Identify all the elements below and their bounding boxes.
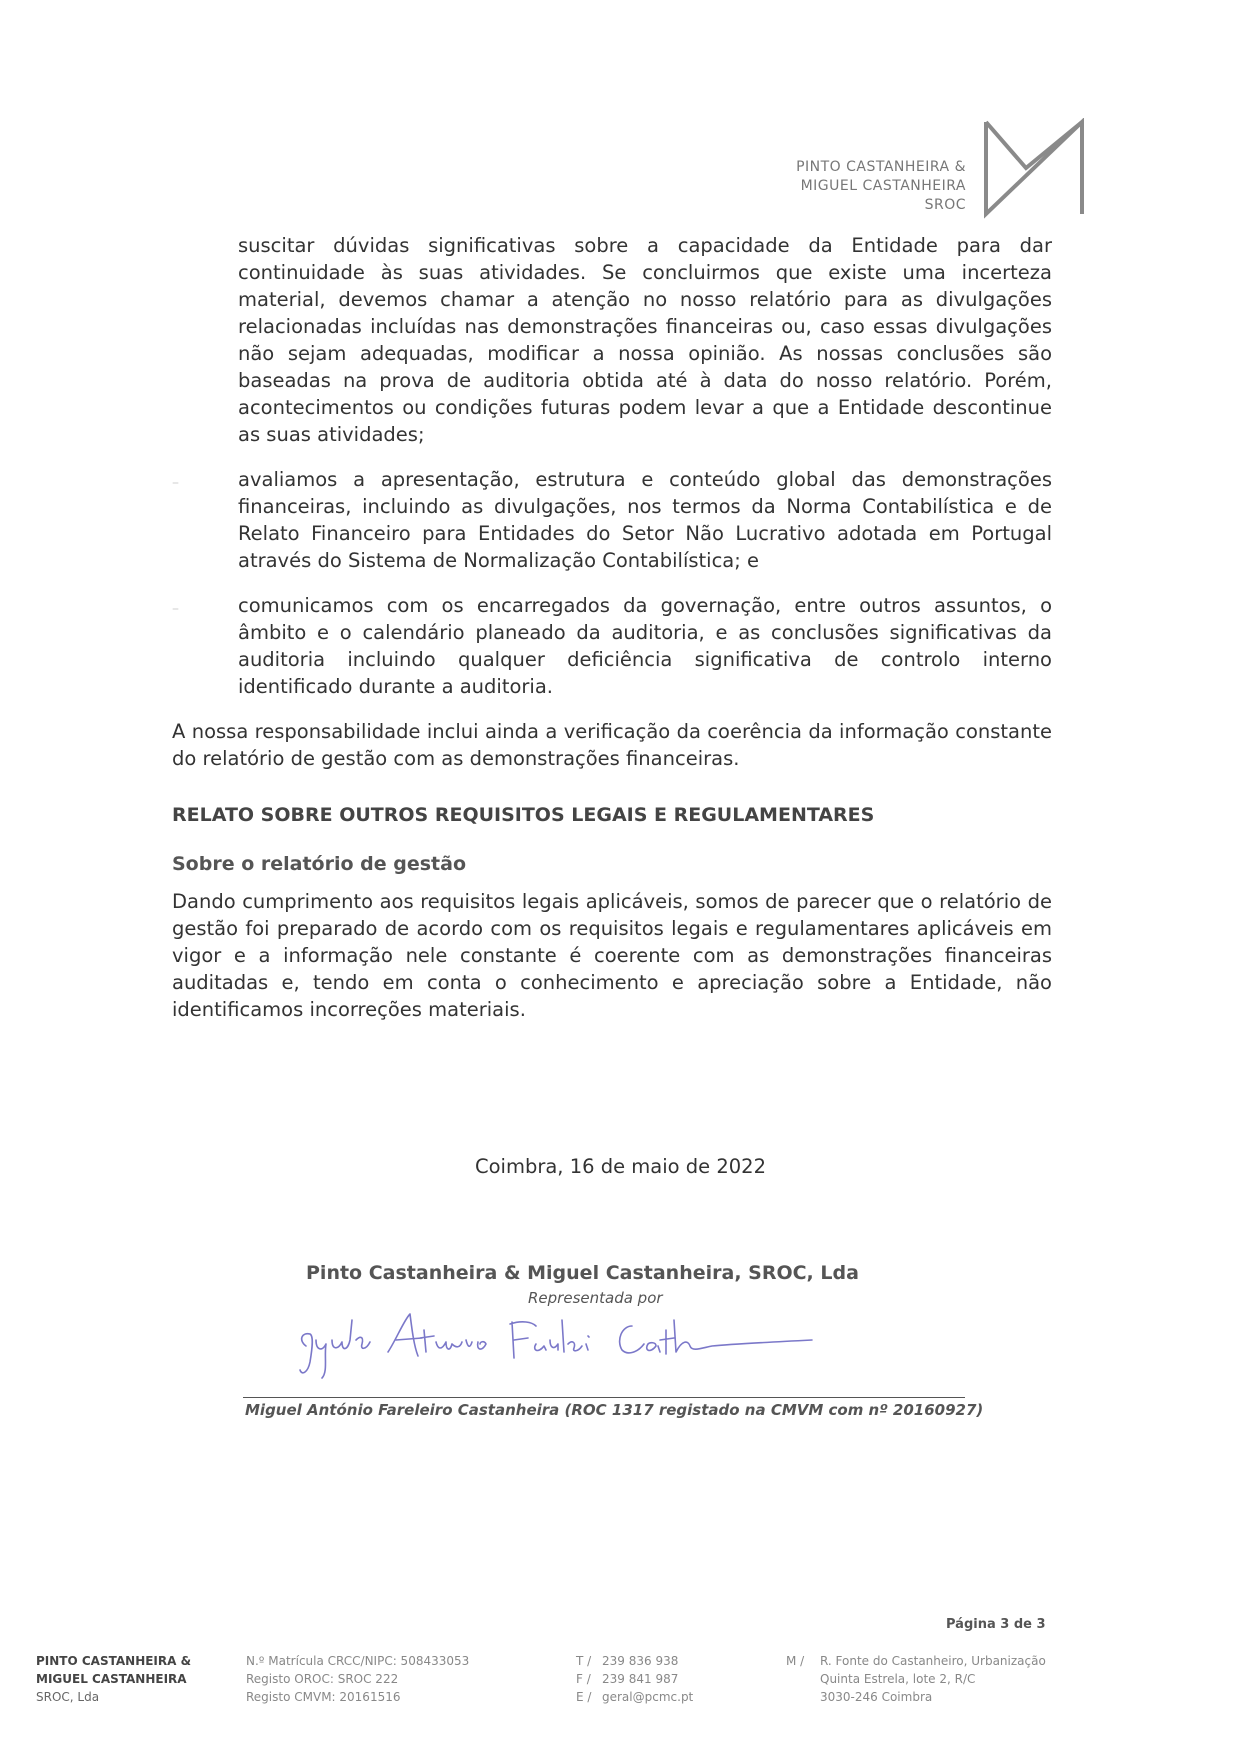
address-line: 3030-246 Coimbra bbox=[820, 1690, 933, 1704]
bullet-item bbox=[172, 592, 1052, 700]
firm-name: Pinto Castanheira & Miguel Castanheira, SROC, Lda bbox=[306, 1262, 859, 1284]
footer-firm-line-1: PINTO CASTANHEIRA & bbox=[36, 1654, 192, 1668]
footer-contacts bbox=[576, 1652, 693, 1706]
bullet-item bbox=[172, 466, 1052, 574]
address-line: R. Fonte do Castanheiro, Urbanização bbox=[820, 1654, 1046, 1668]
footer-firm-line-2: MIGUEL CASTANHEIRA bbox=[36, 1672, 187, 1686]
signer-name: Miguel António Fareleiro Castanheira (ROC 1317 registado na CMVM com nº 20160927) bbox=[245, 1401, 984, 1419]
page-number: Página 3 de 3 bbox=[946, 1617, 1046, 1632]
signature-line bbox=[243, 1397, 965, 1398]
footer-registry-line: N.º Matrícula CRCC/NIPC: 508433053 bbox=[246, 1654, 470, 1668]
logo-line-3: SROC bbox=[924, 197, 966, 213]
bullet-text: avaliamos a apresentação, estrutura e conteúdo global das demonstrações financeiras, incluindo as divulgações, nos termos da Norma Contabilística e de Relato Financeiro para Entidades do Setor Não Lucrativo adotada em Portugal através do Sistema de Normalização Contabilística; e bbox=[238, 468, 1052, 572]
footer-registry bbox=[246, 1652, 469, 1706]
footer-registry-line: Registo CMVM: 20161516 bbox=[246, 1690, 401, 1704]
document-body bbox=[172, 232, 1052, 1023]
place-date: Coimbra, 16 de maio de 2022 bbox=[475, 1155, 766, 1178]
subsection-heading: Sobre o relatório de gestão bbox=[172, 853, 467, 875]
fax-label: F / bbox=[576, 1672, 591, 1686]
continuation-paragraph: suscitar dúvidas significativas sobre a capacidade da Entidade para dar continuidade às suas atividades. Se concluirmos que existe uma incerteza material, devemos chamar a atenção no nosso relatório para as divulgações relacionadas incluídas nas demonstrações financeiras ou, caso essas divulgações não sejam adequadas, modificar a nossa opinião. As nossas conclusões são baseadas na prova de auditoria obtida até à data do nosso relatório. Porém, acontecimentos ou condições futuras podem levar a que a Entidade descontinue as suas atividades; bbox=[238, 234, 1052, 446]
footer-registry-line: Registo OROC: SROC 222 bbox=[246, 1672, 399, 1686]
email-link[interactable]: geral@pcmc.pt bbox=[602, 1690, 694, 1704]
represented-by: Representada por bbox=[528, 1289, 663, 1307]
email-label: E / bbox=[576, 1690, 592, 1704]
bullet-text: comunicamos com os encarregados da governação, entre outros assuntos, o âmbito e o calendário planeado da auditoria, e as conclusões significativas da auditoria incluindo qualquer deficiência significativa de controlo interno identificado durante a auditoria. bbox=[238, 594, 1052, 698]
firm-logo-icon bbox=[982, 118, 1086, 220]
phone-label: T / bbox=[576, 1654, 592, 1668]
bullet-dash-icon: – bbox=[172, 475, 179, 491]
footer-firm bbox=[36, 1652, 191, 1706]
header-logo-text bbox=[796, 158, 966, 215]
footer-address bbox=[786, 1652, 1046, 1706]
footer-firm-line-3: SROC, Lda bbox=[36, 1690, 100, 1704]
address-line: Quinta Estrela, lote 2, R/C bbox=[820, 1672, 976, 1686]
logo-line-2: MIGUEL CASTANHEIRA bbox=[800, 178, 966, 194]
bullet-dash-icon: – bbox=[172, 601, 179, 617]
phone-value: 239 836 938 bbox=[602, 1654, 679, 1668]
management-report-paragraph: Dando cumprimento aos requisitos legais aplicáveis, somos de parecer que o relatório de gestão foi preparado de acordo com os requisitos legais e regulamentares aplicáveis em vigor e a informação nele constante é coerente com as demonstrações financeiras auditadas e, tendo em conta o conhecimento e apreciação sobre a Entidade, não identificamos incorreções materiais. bbox=[172, 890, 1052, 1021]
handwritten-signature bbox=[292, 1300, 822, 1380]
address-label: M / bbox=[786, 1654, 805, 1668]
responsibility-paragraph: A nossa responsabilidade inclui ainda a verificação da coerência da informação constante do relatório de gestão com as demonstrações financeiras. bbox=[172, 720, 1052, 770]
fax-value: 239 841 987 bbox=[602, 1672, 679, 1686]
logo-line-1: PINTO CASTANHEIRA & bbox=[796, 159, 966, 175]
section-heading: RELATO SOBRE OUTROS REQUISITOS LEGAIS E REGULAMENTARES bbox=[172, 804, 875, 826]
